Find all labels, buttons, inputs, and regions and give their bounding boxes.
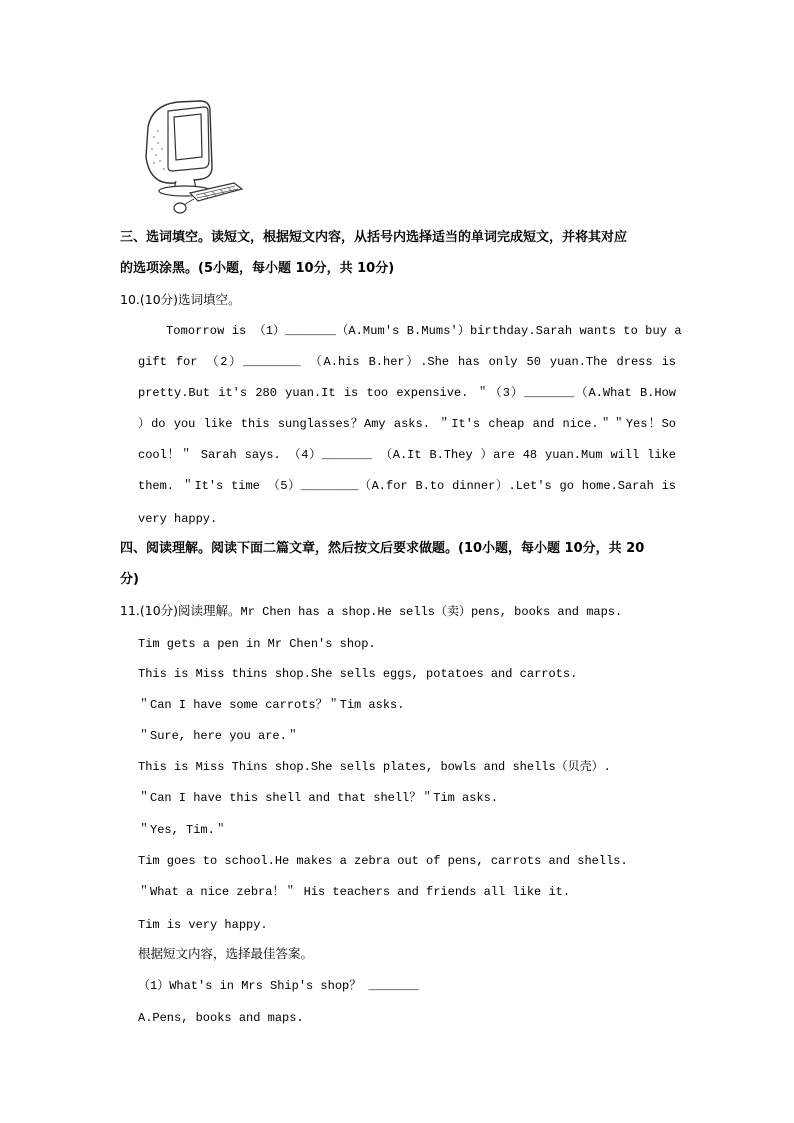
q11-first-sentence: Mr Chen has a shop.He sells（卖）pens, books and maps. — [240, 605, 623, 619]
q10-passage-line: them. ＂It's time （5）________（A.for B.to dinner）.Let's go home.Sarah is — [138, 479, 676, 493]
q10-passage-line: Tomorrow is （1）_______（A.Mum's B.Mums'）birthday.Sarah wants to buy a — [166, 324, 682, 338]
q11-passage-line: ＂Yes, Tim.＂ — [138, 823, 227, 837]
section3-title-line2: 的选项涂黑。(5小题，每小题 10分，共 10分) — [120, 261, 395, 276]
q11-passage-line: This is Miss Thins shop.She sells plates, bowls and shells（贝壳）. — [138, 760, 611, 774]
q11-instruction: 根据短文内容，选择最佳答案。 — [138, 946, 314, 961]
q11-passage-line: Tim gets a pen in Mr Chen's shop. — [138, 637, 376, 651]
computer-icon — [138, 97, 250, 217]
q11-number: 11.(10分)阅读理解。 — [120, 603, 241, 618]
q11-heading — [120, 603, 622, 620]
q11-passage-line: ＂Can I have this shell and that shell？＂Tim asks. — [138, 791, 499, 805]
section4-title-line2: 分) — [120, 572, 139, 587]
q10-passage-line: cool！＂ Sarah says. （4）_______ （A.It B.They ）are 48 yuan.Mum will like — [138, 448, 676, 462]
q10-passage-line: ）do you like this sunglasses？Amy asks. ＂It's cheap and nice.＂＂Yes！So — [138, 417, 676, 431]
q10-passage-line: very happy. — [138, 512, 218, 526]
q11-passage-line: ＂What a nice zebra！＂ His teachers and friends all like it. — [138, 885, 571, 899]
q10-passage-line: pretty.But it's 280 yuan.It is too expensive. ＂（3）_______（A.What B.How — [138, 386, 676, 400]
section3-title-line1: 三、选词填空。读短文，根据短文内容，从括号内选择适当的单词完成短文，并将其对应 — [120, 230, 628, 245]
q10-heading: 10.(10分)选词填空。 — [120, 292, 241, 307]
section4-title-line1: 四、阅读理解。阅读下面二篇文章，然后按文后要求做题。(10小题，每小题 10分，共 20 — [120, 541, 645, 556]
q11-option-a: A.Pens, books and maps. — [138, 1011, 304, 1025]
q11-subquestion-1: （1）What's in Mrs Ship's shop？ _______ — [138, 979, 419, 993]
q11-passage-line: ＂Can I have some carrots？＂Tim asks. — [138, 698, 405, 712]
q11-passage-line: ＂Sure, here you are.＂ — [138, 729, 299, 743]
q11-passage-line: Tim goes to school.He makes a zebra out of pens, carrots and shells. — [138, 854, 628, 868]
q11-passage-line: Tim is very happy. — [138, 918, 268, 932]
q10-passage-line: gift for （2）________ （A.his B.her）.She has only 50 yuan.The dress is — [138, 355, 676, 369]
q11-passage-line: This is Miss thins shop.She sells eggs, potatoes and carrots. — [138, 667, 578, 681]
